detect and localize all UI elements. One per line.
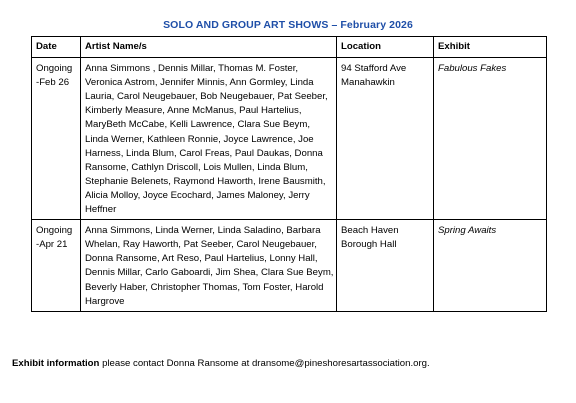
table-header-row [32,37,547,58]
header-location: Location [337,37,434,58]
cell-location: Beach Haven Borough Hall [337,220,434,312]
header-date: Date [32,37,81,58]
cell-date: Ongoing -Apr 21 [32,220,81,312]
cell-location: 94 Stafford Ave Manahawkin [337,58,434,220]
table-row [32,58,547,220]
art-shows-table [31,36,547,312]
header-artists: Artist Name/s [81,37,337,58]
footer-text: please contact Donna Ransome at dransome@pineshoresartassociation.org. [99,358,430,369]
page-title: SOLO AND GROUP ART SHOWS – February 2026 [163,19,413,31]
cell-artists: Anna Simmons, Linda Werner, Linda Saladino, Barbara Whelan, Ray Haworth, Pat Seeber, Carol Neugebauer, Donna Ransome, Art Reso, Paul Hartelius, Lonny Hall, Dennis Millar, Carlo Gaboardi, Jim Shea, Clara Sue Beym, Beverly Haber, Christopher Thomas, Tom Foster, Harold Hargrove [81,220,337,312]
cell-date: Ongoing -Feb 26 [32,58,81,220]
cell-exhibit: Fabulous Fakes [434,58,547,220]
exhibit-info-footer [12,358,430,369]
header-exhibit: Exhibit [434,37,547,58]
cell-exhibit: Spring Awaits [434,220,547,312]
footer-label: Exhibit information [12,358,100,369]
cell-artists: Anna Simmons , Dennis Millar, Thomas M. Foster, Veronica Astrom, Jennifer Minnis, Ann Gormley, Linda Lauria, Carol Neugebauer, Bob Neugebauer, Pat Seeber, Kimberly Measure, Anne McManus, Paul Hartelius, MaryBeth McCabe, Kelli Lawrence, Clara Sue Beym, Linda Werner, Kathleen Ronnie, Joyce Lawrence, Joe Harness, Linda Blum, Carol Freas, Paul Daukas, Donna Ransome, Cathlyn Driscoll, Lois Mullen, Linda Blum, Stephanie Belenets, Raymond Haworth, Irene Bausmith, Alicia Molloy, Joyce Ecochard, James Maloney, Jerry Heffner [81,58,337,220]
table-row [32,220,547,312]
